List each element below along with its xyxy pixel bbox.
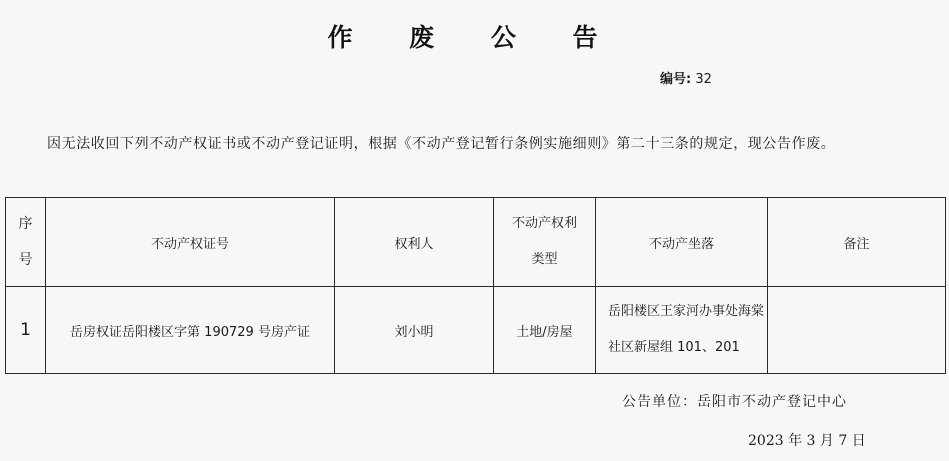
row-location-line1: 岳阳楼区王家河办事处海棠 (608, 304, 765, 319)
table-row (6, 287, 946, 374)
header-remarks: 备注 (768, 198, 946, 287)
header-location: 不动产坐落 (596, 198, 768, 287)
issuing-unit: 公告单位：岳阳市不动产登记中心 (622, 394, 847, 410)
row-right-type: 土地/房屋 (494, 287, 596, 374)
invalidated-certificates-table (5, 197, 946, 374)
header-cert-no: 不动产权证号 (46, 198, 335, 287)
header-owner: 权利人 (335, 198, 494, 287)
row-location-line2: 社区新屋组 101、201 (608, 340, 740, 355)
row-location (596, 287, 768, 374)
header-seq-line2: 号 (18, 252, 33, 268)
row-seq: 1 (6, 287, 46, 374)
row-owner: 刘小明 (335, 287, 494, 374)
issue-date: 2023 年 3 月 7 日 (748, 433, 866, 449)
header-right-type-line2: 类型 (531, 252, 558, 267)
table-header-row (6, 198, 946, 287)
notice-body-text: 因无法收回下列不动产权证书或不动产登记证明，根据《不动产登记暂行条例实施细则》第二十三条的规定，现公告作废。 (47, 136, 836, 152)
header-right-type (494, 198, 596, 287)
notice-title: 作 废 公 告 (327, 23, 622, 52)
document-number-label: 编号: (660, 72, 692, 87)
row-remarks (768, 287, 946, 374)
header-seq (6, 198, 46, 287)
header-seq-line1: 序 (18, 216, 33, 232)
header-right-type-line1: 不动产权利 (511, 216, 577, 231)
document-number-value: 32 (695, 72, 712, 87)
row-cert-no: 岳房权证岳阳楼区字第 190729 号房产证 (46, 287, 335, 374)
document-number (660, 68, 712, 87)
